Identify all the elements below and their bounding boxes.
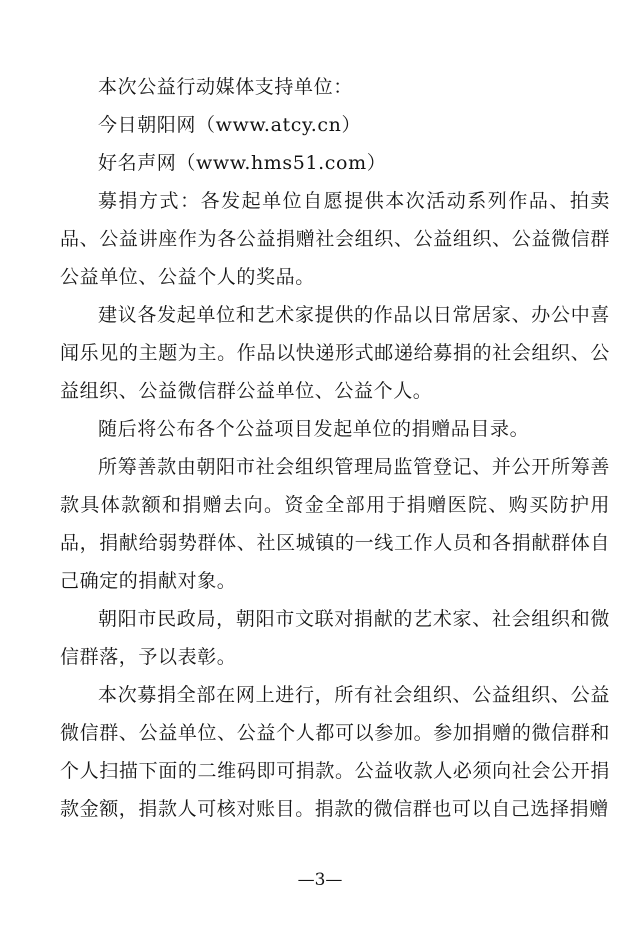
paragraph-donation-method: 募捐方式：各发起单位自愿提供本次活动系列作品、拍卖品、公益讲座作为各公益捐赠社会组织、公益组织、公益微信群公益单位、公益个人的奖品。 [60, 190, 610, 288]
paragraph-funds-usage: 所筹善款由朝阳市社会组织管理局监管登记、并公开所筹善款具体款额和捐赠去向。资金全部用于捐赠医院、购买防护用品，捐献给弱势群体、社区城镇的一线工作人员和各捐献群体自己确定的捐献对象。 [60, 456, 610, 592]
page-number: —3— [297, 870, 343, 890]
paragraph-online-donation: 本次募捐全部在网上进行，所有社会组织、公益组织、公益微信群、公益单位、公益个人都可以参加。参加捐赠的微信群和个人扫描下面的二维码即可捐款。公益收款人必须向社会公开捐款金额，捐款人可核对账目。捐款的微信群也可以自己选择捐赠 [60, 684, 610, 820]
media-outlet-atcy: 今日朝阳网（www.atcy.cn） [98, 114, 362, 136]
media-outlet-hms51: 好名声网（www.hms51.com） [98, 152, 387, 174]
paragraph-catalog-notice: 随后将公布各个公益项目发起单位的捐赠品目录。 [98, 418, 530, 440]
media-support-heading: 本次公益行动媒体支持单位： [98, 76, 353, 98]
paragraph-artwork-suggestion: 建议各发起单位和艺术家提供的作品以日常居家、办公中喜闻乐见的主题为主。作品以快递形式邮递给募捐的社会组织、公益组织、公益微信群公益单位、公益个人。 [60, 304, 610, 402]
paragraph-commendation: 朝阳市民政局，朝阳市文联对捐献的艺术家、社会组织和微信群落，予以表彰。 [60, 608, 610, 668]
